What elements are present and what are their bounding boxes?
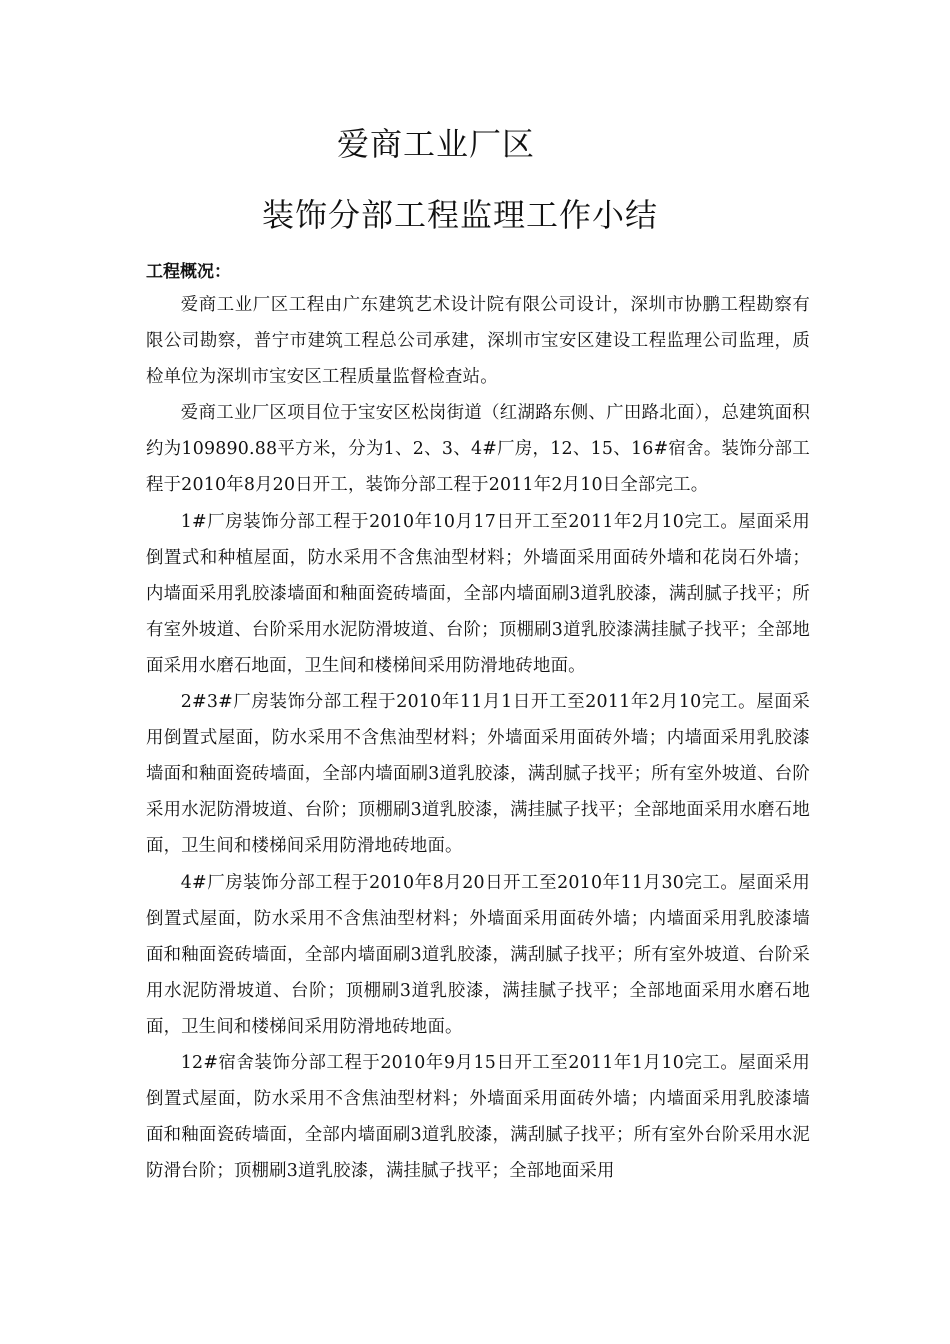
section-heading-overview: 工程概况： [146, 262, 231, 282]
paragraph-dormitory-12: 12#宿舍装饰分部工程于2010年9月15日开工至2011年1月10完工。屋面采用倒置式屋面，防水采用不含焦油型材料；外墙面采用面砖外墙；内墙面采用乳胶漆墙面和釉面瓷砖墙面，全部内墙面刷3道乳胶漆，满刮腻子找平；所有室外台阶采用水泥防滑台阶；顶棚刷3道乳胶漆，满挂腻子找平；全部地面采用 [146, 1052, 810, 1182]
paragraph-factory-1: 1#厂房装饰分部工程于2010年10月17日开工至2011年2月10完工。屋面采用倒置式和种植屋面，防水采用不含焦油型材料；外墙面采用面砖外墙和花岗石外墙；内墙面采用乳胶漆墙面和釉面瓷砖墙面，全部内墙面刷3道乳胶漆，满刮腻子找平；所有室外坡道、台阶采用水泥防滑坡道、台阶；顶棚刷3道乳胶漆满挂腻子找平；全部地面采用水磨石地面，卫生间和楼梯间采用防滑地砖地面。 [146, 511, 810, 676]
document-title-line1: 爱商工业厂区 [337, 125, 536, 163]
paragraph-factory-2-3: 2#3#厂房装饰分部工程于2010年11月1日开工至2011年2月10完工。屋面采用倒置式屋面，防水采用不含焦油型材料；外墙面采用面砖外墙；内墙面采用乳胶漆墙面和釉面瓷砖墙面，全部内墙面刷3道乳胶漆，满刮腻子找平；所有室外坡道、台阶采用水泥防滑坡道、台阶；顶棚刷3道乳胶漆，满挂腻子找平；全部地面采用水磨石地面，卫生间和楼梯间采用防滑地砖地面。 [146, 692, 810, 857]
body-text [146, 287, 810, 1189]
document-title-line2: 装饰分部工程监理工作小结 [262, 196, 659, 234]
paragraph-design-parties: 爱商工业厂区工程由广东建筑艺术设计院有限公司设计，深圳市协鹏工程勘察有限公司勘察，普宁市建筑工程总公司承建，深圳市宝安区建设工程监理公司监理，质检单位为深圳市宝安区工程质量监督检查站。 [146, 295, 810, 388]
paragraph-project-location: 爱商工业厂区项目位于宝安区松岗街道（红湖路东侧、广田路北面），总建筑面积约为109890.88平方米，分为1、2、3、4#厂房，12、15、16#宿舍。装饰分部工程于2010年8月20日开工，装饰分部工程于2011年2月10日全部完工。 [146, 403, 810, 496]
paragraph-factory-4: 4#厂房装饰分部工程于2010年8月20日开工至2010年11月30完工。屋面采用倒置式屋面，防水采用不含焦油型材料；外墙面采用面砖外墙；内墙面采用乳胶漆墙面和釉面瓷砖墙面，全部内墙面刷3道乳胶漆，满刮腻子找平；所有室外坡道、台阶采用水泥防滑坡道、台阶；顶棚刷3道乳胶漆，满挂腻子找平；全部地面采用水磨石地面，卫生间和楼梯间采用防滑地砖地面。 [146, 872, 810, 1037]
